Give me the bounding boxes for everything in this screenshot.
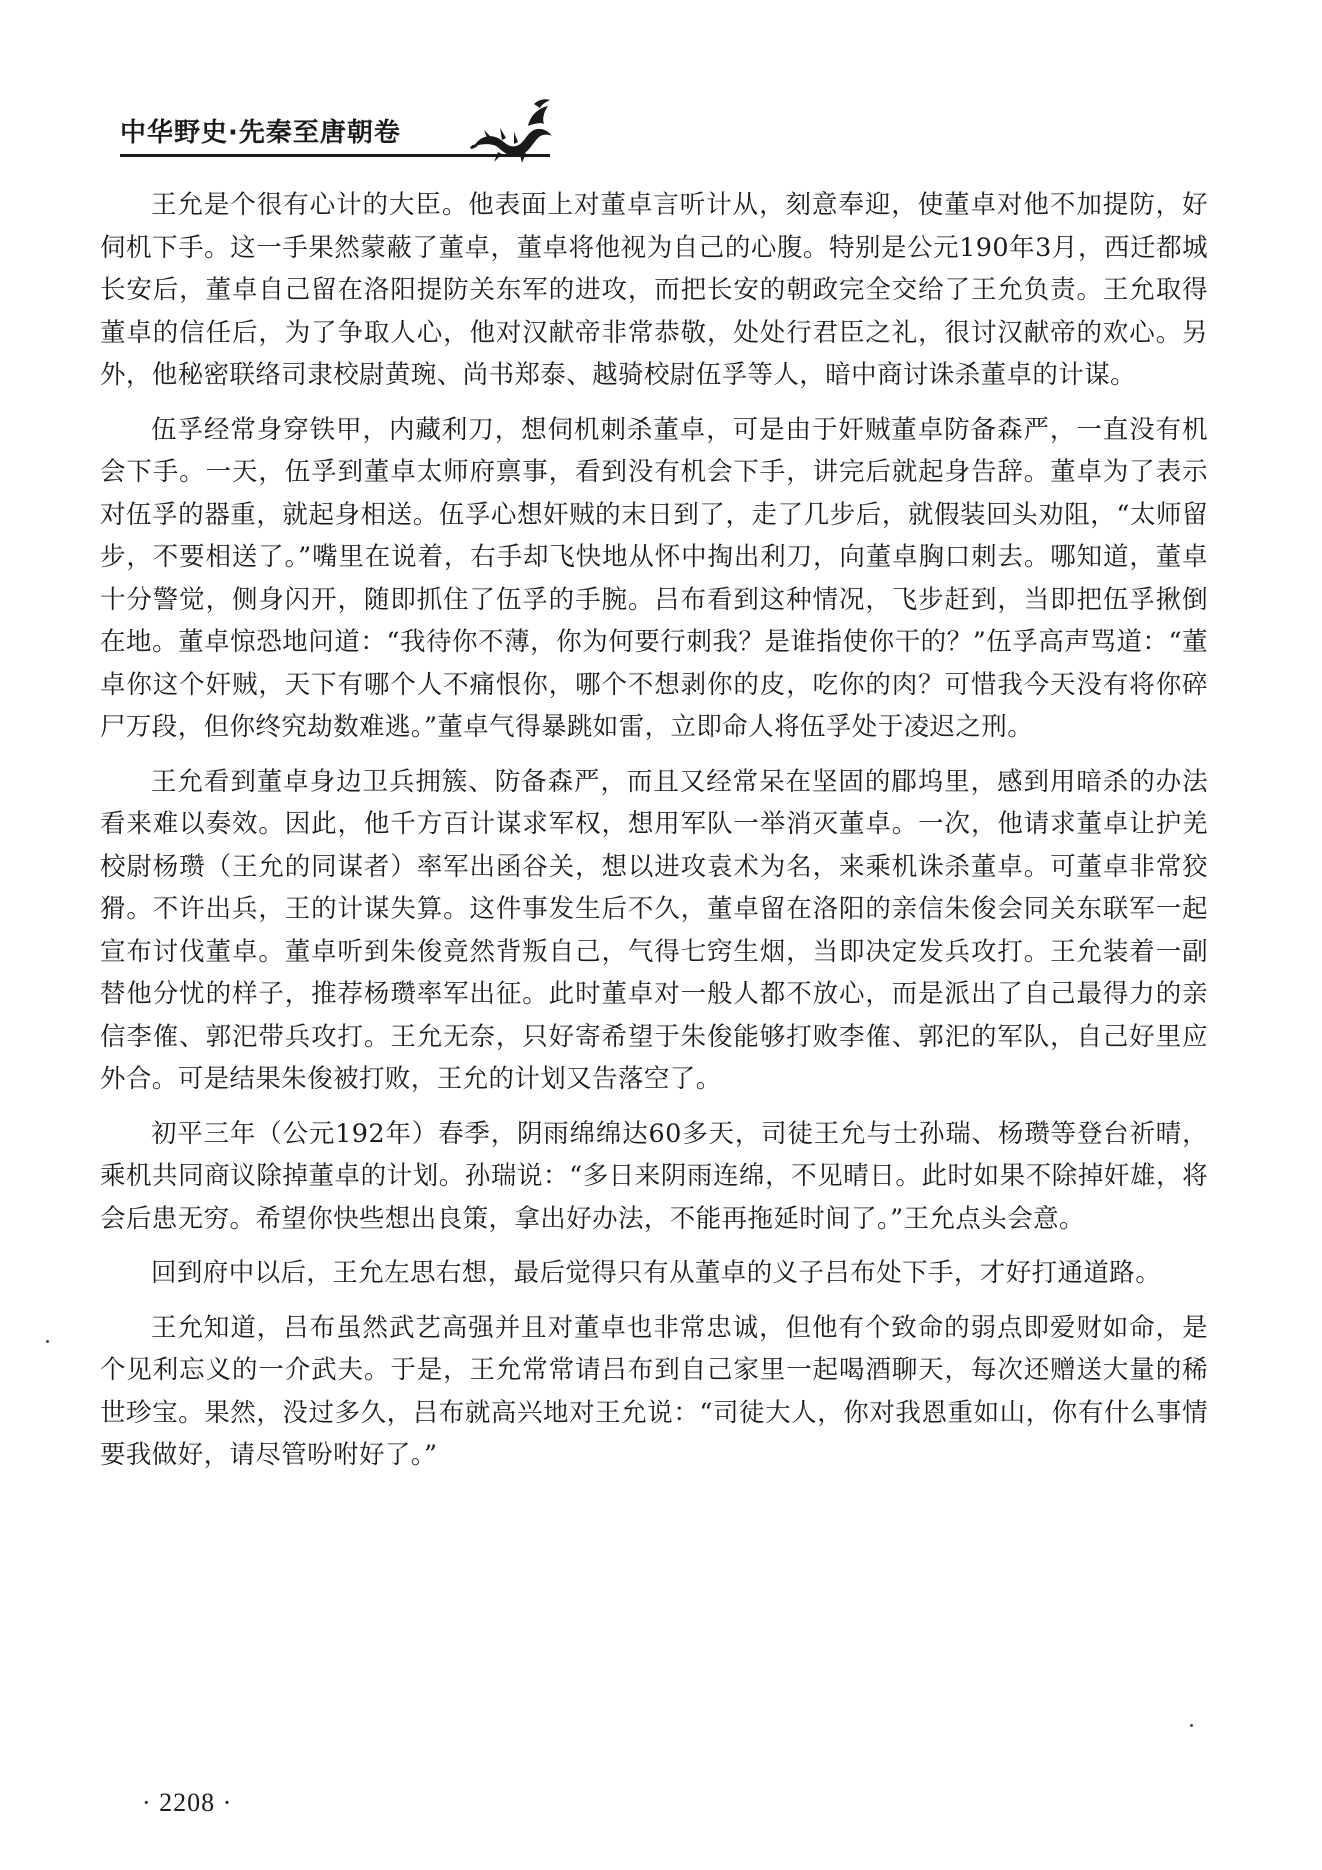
scan-speck [46, 1340, 49, 1343]
page-number: · 2208 · [142, 1788, 233, 1817]
dragon-ornament-icon [468, 96, 556, 164]
paragraph: 王允是个很有心计的大臣。他表面上对董卓言听计从，刻意奉迎，使董卓对他不加提防，好伺机下手。这一手果然蒙蔽了董卓，董卓将他视为自己的心腹。特别是公元190年3月，西迁都城长安后，董卓自己留在洛阳提防关东军的进攻，而把长安的朝政完全交给了王允负责。王允取得董卓的信任后，为了争取人心，他对汉献帝非常恭敬，处处行君臣之礼，很讨汉献帝的欢心。另外，他秘密联络司隶校尉黄琬、尚书郑泰、越骑校尉伍孚等人，暗中商讨诛杀董卓的计谋。 [100, 190, 1208, 390]
paragraph: 伍孚经常身穿铁甲，内藏利刀，想伺机刺杀董卓，可是由于奸贼董卓防备森严，一直没有机会下手。一天，伍孚到董卓太师府禀事，看到没有机会下手，讲完后就起身告辞。董卓为了表示对伍孚的器重，就起身相送。伍孚心想奸贼的末日到了，走了几步后，就假装回头劝阻，“太师留步，不要相送了。”嘴里在说着，右手却飞快地从怀中掏出利刀，向董卓胸口刺去。哪知道，董卓十分警觉，侧身闪开，随即抓住了伍孚的手腕。吕布看到这种情况，飞步赶到，当即把伍孚揪倒在地。董卓惊恐地问道：“我待你不薄，你为何要行刺我？是谁指使你干的？”伍孚高声骂道：“董卓你这个奸贼，天下有哪个人不痛恨你，哪个不想剥你的皮，吃你的肉？可惜我今天没有将你碎尸万段，但你终究劫数难逃。”董卓气得暴跳如雷，立即命人将伍孚处于凌迟之刑。 [100, 414, 1208, 742]
body-text [100, 184, 1208, 1489]
scan-speck [1190, 1724, 1193, 1727]
paragraph: 王允看到董卓身边卫兵拥簇、防备森严，而且又经常呆在坚固的郿坞里，感到用暗杀的办法看来难以奏效。因此，他千方百计谋求军权，想用军队一举消灭董卓。一次，他请求董卓让护羌校尉杨瓒（王允的同谋者）率军出函谷关，想以进攻袁术为名，来乘机诛杀董卓。可董卓非常狡猾。不许出兵，王的计谋失算。这件事发生后不久，董卓留在洛阳的亲信朱俊会同关东联军一起宣布讨伐董卓。董卓听到朱俊竟然背叛自己，气得七窍生烟，当即决定发兵攻打。王允装着一副替他分忧的样子，推荐杨瓒率军出征。此时董卓对一般人都不放心，而是派出了自己最得力的亲信李傕、郭汜带兵攻打。王允无奈，只好寄希望于朱俊能够打败李傕、郭汜的军队，自己好里应外合。可是结果朱俊被打败，王允的计划又告落空了。 [100, 766, 1208, 1094]
running-header-title: 中华野史·先秦至唐朝卷 [120, 118, 401, 148]
paragraph: 初平三年（公元192年）春季，阴雨绵绵达60多天，司徒王允与士孙瑞、杨瓒等登台祈晴，乘机共同商议除掉董卓的计划。孙瑞说：“多日来阴雨连绵，不见晴日。此时如果不除掉奸雄，将会后患无穷。希望你快些想出良策，拿出好办法，不能再拖延时间了。”王允点头会意。 [100, 1118, 1208, 1234]
paragraph: 王允知道，吕布虽然武艺高强并且对董卓也非常忠诚，但他有个致命的弱点即爱财如命，是个见利忘义的一介武夫。于是，王允常常请吕布到自己家里一起喝酒聊天，每次还赠送大量的稀世珍宝。果然，没过多久，吕布就高兴地对王允说：“司徒大人，你对我恩重如山，你有什么事情要我做好，请尽管吩咐好了。” [100, 1312, 1208, 1470]
paragraph: 回到府中以后，王允左思右想，最后觉得只有从董卓的义子吕布处下手，才好打通道路。 [151, 1258, 1162, 1288]
